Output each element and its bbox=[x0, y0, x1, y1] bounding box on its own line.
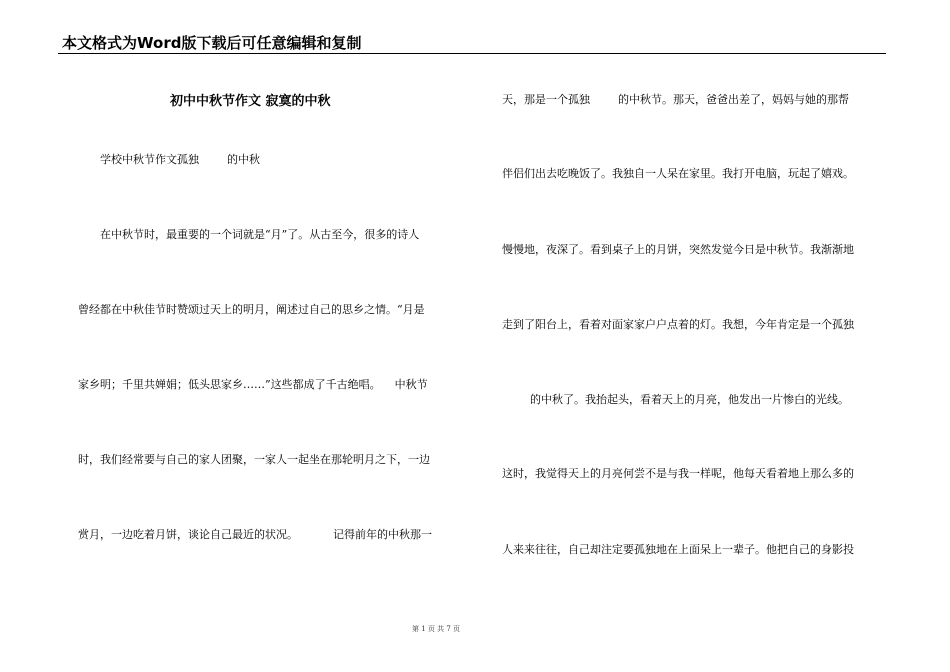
right-line-6: 这时，我觉得天上的月亮何尝不是与我一样呢，他每天看着地上那么多的 bbox=[502, 467, 854, 480]
right-line-5: 的中秋了。我抬起头，看着天上的月亮，他发出一片惨白的光线。 bbox=[530, 393, 849, 406]
right-line-4: 走到了阳台上，看着对面家家户户点着的灯。我想，今年肯定是一个孤独 bbox=[502, 318, 854, 331]
right-line-2: 伴侣们出去吃晚饭了。我独自一人呆在家里。我打开电脑，玩起了嬉戏。 bbox=[502, 167, 854, 180]
right-line-1: 天，那是一个孤独 的中秋节。那天，爸爸出差了，妈妈与她的那帮 bbox=[502, 93, 849, 106]
left-line-2: 在中秋节时，最重要的一个词就是“月”了。从古至今，很多的诗人 bbox=[100, 228, 420, 241]
right-line-3: 慢慢地，夜深了。看到桌子上的月饼，突然发觉今日是中秋节。我渐渐地 bbox=[502, 243, 854, 256]
left-line-6: 赏月，一边吃着月饼，谈论自己最近的状况。 记得前年的中秋那一 bbox=[78, 528, 432, 541]
header-title: 本文格式为Word版下载后可任意编辑和复制 bbox=[62, 34, 362, 52]
header-divider bbox=[58, 53, 886, 54]
left-line-4: 家乡明；千里共婵娟；低头思家乡……”这些都成了千古绝唱。 中秋节 bbox=[78, 378, 428, 391]
right-line-7: 人来来往往，自己却注定要孤独地在上面呆上一辈子。他把自己的身影投 bbox=[502, 543, 854, 556]
left-line-5: 时，我们经常要与自己的家人团聚，一家人一起坐在那轮明月之下，一边 bbox=[78, 453, 430, 466]
page-footer: 第 1 页 共 7 页 bbox=[412, 625, 461, 633]
left-line-3: 曾经都在中秋佳节时赞颂过天上的明月，阐述过自己的思乡之情。“月是 bbox=[78, 303, 425, 316]
left-line-1: 学校中秋节作文孤独 的中秋 bbox=[100, 153, 260, 166]
document-title: 初中中秋节作文 寂寞的中秋 bbox=[170, 94, 331, 109]
